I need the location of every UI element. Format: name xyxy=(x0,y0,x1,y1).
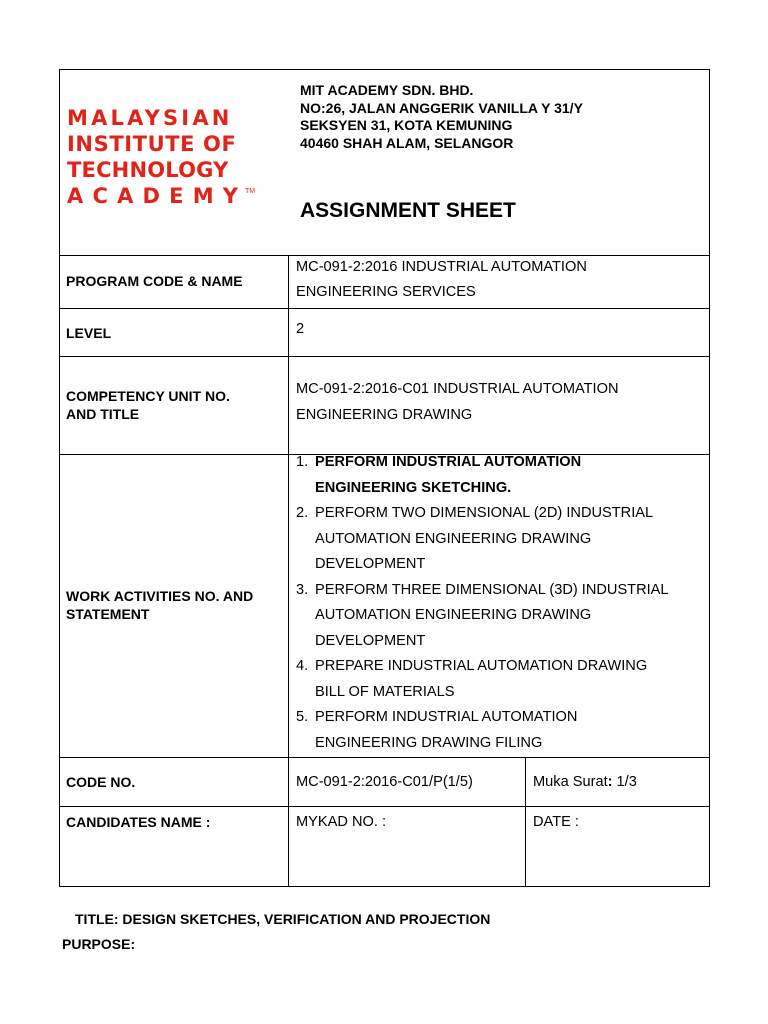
program-value-line: MC-091-2:2016 INDUSTRIAL AUTOMATION xyxy=(296,259,587,275)
logo-line-3: TECHNOLOGY xyxy=(67,158,229,182)
address-line: MIT ACADEMY SDN. BHD. xyxy=(300,82,474,98)
list-item-text: PREPARE INDUSTRIAL AUTOMATION DRAWING xyxy=(315,658,648,674)
page-number-value: 1/3 xyxy=(612,774,637,790)
competency-value-line: MC-091-2:2016-C01 INDUSTRIAL AUTOMATION xyxy=(296,381,619,397)
program-value xyxy=(296,255,587,305)
institute-logo xyxy=(67,105,297,209)
page-number-colon: : xyxy=(607,774,613,790)
code-label: CODE NO. xyxy=(66,774,136,790)
logo-line-4: ACADEMY xyxy=(67,184,248,208)
assignment-title: TITLE: DESIGN SKETCHES, VERIFICATION AND PROJECTION xyxy=(75,911,491,927)
table-border-top xyxy=(59,69,710,70)
list-item-text: DEVELOPMENT xyxy=(315,556,426,572)
list-item-number: 2. xyxy=(296,505,309,521)
address-line: SEKSYEN 31, KOTA KEMUNING xyxy=(300,117,513,133)
table-border-left xyxy=(59,69,60,887)
work-activities-label-line: WORK ACTIVITIES NO. AND xyxy=(66,588,254,604)
date-label: DATE : xyxy=(533,814,579,830)
competency-value xyxy=(296,376,619,428)
list-item-text: AUTOMATION ENGINEERING DRAWING xyxy=(315,530,592,547)
list-item-number: 4. xyxy=(296,658,309,674)
competency-value-line: ENGINEERING DRAWING xyxy=(296,407,473,423)
page-number xyxy=(533,773,637,791)
list-item xyxy=(296,705,706,756)
row-divider xyxy=(59,356,710,357)
list-item-number: 3. xyxy=(296,581,309,598)
list-item-text: PERFORM TWO DIMENSIONAL (2D) INDUSTRIAL xyxy=(315,505,654,521)
list-item xyxy=(296,450,706,501)
address-line: 40460 SHAH ALAM, SELANGOR xyxy=(300,134,514,151)
assignment-sheet-table xyxy=(59,69,710,887)
program-value-line: ENGINEERING SERVICES xyxy=(296,284,476,300)
row-divider xyxy=(59,757,710,758)
trademark-mark: TM xyxy=(245,188,256,195)
list-item-text: AUTOMATION ENGINEERING DRAWING xyxy=(315,607,592,623)
code-value: MC-091-2:2016-C01/P(1/5) xyxy=(296,774,473,790)
work-activities-list xyxy=(296,450,706,756)
list-item xyxy=(296,654,706,705)
competency-label-line: AND TITLE xyxy=(66,405,140,422)
list-item-text: DEVELOPMENT xyxy=(315,632,426,649)
logo-line-1: MALAYSIAN xyxy=(67,106,233,130)
table-border-right xyxy=(709,69,710,887)
mykad-label: MYKAD NO. : xyxy=(296,814,387,830)
list-item-number: 1. xyxy=(296,454,309,470)
column-divider xyxy=(525,757,526,887)
list-item-text: ENGINEERING SKETCHING. xyxy=(315,479,512,496)
logo-line-2: INSTITUTE OF xyxy=(67,132,237,156)
sheet-title: ASSIGNMENT SHEET xyxy=(300,199,516,222)
page-number-label: Muka Surat xyxy=(533,774,608,790)
list-item xyxy=(296,501,706,578)
program-label: PROGRAM CODE & NAME xyxy=(66,273,243,289)
competency-label xyxy=(66,388,230,423)
list-item-text: ENGINEERING DRAWING FILING xyxy=(315,734,543,751)
list-item-text: PERFORM THREE DIMENSIONAL (3D) INDUSTRIAL xyxy=(315,581,669,598)
work-activities-label xyxy=(66,588,253,623)
competency-label-line: COMPETENCY UNIT NO. xyxy=(66,388,230,404)
table-border-bottom xyxy=(59,886,710,887)
column-divider xyxy=(288,255,289,887)
list-item-text: PERFORM INDUSTRIAL AUTOMATION xyxy=(315,454,582,470)
work-activities-label-line: STATEMENT xyxy=(66,605,150,622)
company-address xyxy=(300,82,583,152)
list-item-number: 5. xyxy=(296,709,309,725)
address-line: NO:26, JALAN ANGGERIK VANILLA Y 31/Y xyxy=(300,99,583,116)
row-divider xyxy=(59,806,710,807)
row-divider xyxy=(59,308,710,309)
list-item-text: BILL OF MATERIALS xyxy=(315,683,455,700)
list-item xyxy=(296,578,706,655)
list-item-text: PERFORM INDUSTRIAL AUTOMATION xyxy=(315,709,578,725)
candidate-name-label: CANDIDATES NAME : xyxy=(66,814,211,830)
level-label: LEVEL xyxy=(66,325,112,341)
purpose-heading: PURPOSE: xyxy=(62,936,136,952)
level-value: 2 xyxy=(296,321,305,337)
